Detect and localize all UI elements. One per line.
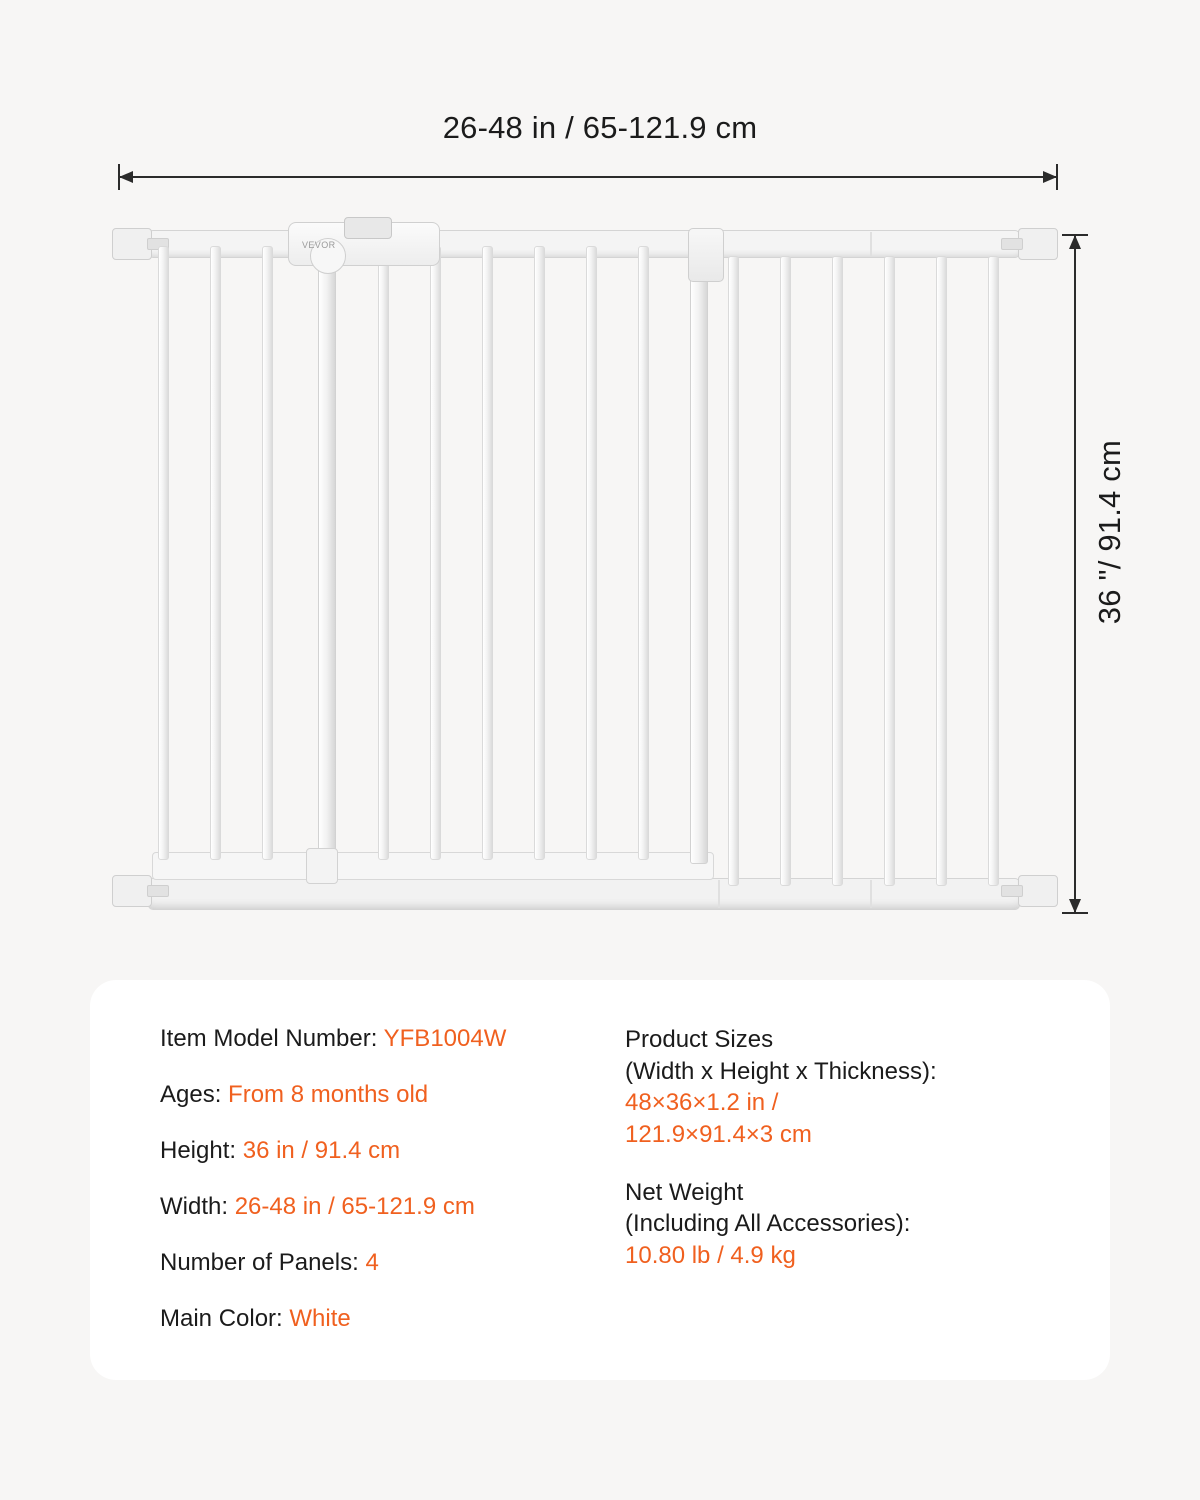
spec-value-line1: 48×36×1.2 in / bbox=[625, 1089, 779, 1117]
spec-item-product-sizes bbox=[625, 1024, 1040, 1151]
gate-bar bbox=[884, 256, 895, 886]
product-illustration-baby-gate bbox=[110, 220, 1060, 920]
spec-item-ages bbox=[160, 1080, 575, 1110]
arrow-right-icon bbox=[1043, 171, 1057, 183]
spec-label-line2: (Width x Height x Thickness): bbox=[625, 1057, 937, 1085]
gate-bar bbox=[728, 256, 739, 886]
spec-value: YFB1004W bbox=[383, 1025, 507, 1052]
arrow-left-icon bbox=[119, 171, 133, 183]
gate-bar bbox=[936, 256, 947, 886]
spec-label: Ages: bbox=[160, 1081, 222, 1108]
panel-seam bbox=[870, 880, 872, 908]
spec-value-line1: 10.80 lb / 4.9 kg bbox=[625, 1242, 796, 1270]
width-dimension-label: 26-48 in / 65-121.9 cm bbox=[442, 110, 758, 145]
spec-label: Item Model Number: bbox=[160, 1025, 378, 1052]
spec-item-main-color bbox=[160, 1304, 575, 1334]
spec-label-line2: (Including All Accessories): bbox=[625, 1210, 911, 1238]
brand-label: VEVOR bbox=[302, 240, 336, 250]
spec-item-model-number bbox=[160, 1024, 575, 1054]
gate-bar bbox=[586, 246, 597, 860]
width-dimension-line bbox=[118, 176, 1058, 178]
gate-bar bbox=[638, 246, 649, 860]
gate-hinge-top bbox=[688, 228, 724, 282]
gate-bar bbox=[158, 246, 169, 860]
spec-value: White bbox=[289, 1305, 351, 1332]
gate-hinge-bottom bbox=[306, 848, 338, 884]
spec-value: 26-48 in / 65-121.9 cm bbox=[234, 1193, 475, 1220]
gate-top-rail bbox=[148, 230, 1020, 258]
height-dimension-line bbox=[1074, 234, 1076, 914]
spec-item-height bbox=[160, 1136, 575, 1166]
spec-label-line1: Net Weight bbox=[625, 1178, 744, 1206]
gate-bar bbox=[534, 246, 545, 860]
gate-hinge-post bbox=[690, 242, 708, 864]
spec-value-line2: 121.9×91.4×3 cm bbox=[625, 1121, 812, 1149]
spec-item-width bbox=[160, 1192, 575, 1222]
height-dimension-label: 36 "/ 91.4 cm bbox=[1092, 440, 1127, 625]
arrow-up-icon bbox=[1069, 235, 1081, 249]
spec-column-right bbox=[625, 1024, 1040, 1360]
spec-column-left bbox=[160, 1024, 575, 1360]
gate-door-post bbox=[318, 240, 336, 864]
gate-bar bbox=[210, 246, 221, 860]
spec-label: Number of Panels: bbox=[160, 1249, 359, 1276]
spec-label: Height: bbox=[160, 1137, 237, 1164]
spec-value: 4 bbox=[365, 1249, 379, 1276]
spec-item-net-weight bbox=[625, 1177, 1040, 1272]
specifications-card bbox=[90, 980, 1110, 1380]
mount-bolt-top-left bbox=[112, 228, 152, 260]
gate-bar bbox=[430, 246, 441, 860]
gate-bar bbox=[988, 256, 999, 886]
spec-value: From 8 months old bbox=[228, 1081, 429, 1108]
spec-value: 36 in / 91.4 cm bbox=[242, 1137, 401, 1164]
mount-bolt-bottom-right bbox=[1018, 875, 1058, 907]
mount-bolt-bottom-left bbox=[112, 875, 152, 907]
gate-bar bbox=[832, 256, 843, 886]
spec-label: Width: bbox=[160, 1193, 229, 1220]
arrow-down-icon bbox=[1069, 899, 1081, 913]
spec-label: Main Color: bbox=[160, 1305, 283, 1332]
panel-seam bbox=[870, 232, 872, 256]
gate-bar bbox=[482, 246, 493, 860]
spec-label-line1: Product Sizes bbox=[625, 1026, 774, 1053]
mount-bolt-top-right bbox=[1018, 228, 1058, 260]
spec-item-number-of-panels bbox=[160, 1248, 575, 1278]
panel-seam bbox=[718, 880, 720, 908]
gate-bar bbox=[780, 256, 791, 886]
gate-bar bbox=[262, 246, 273, 860]
latch-knob bbox=[344, 217, 392, 239]
gate-bar bbox=[378, 246, 389, 860]
